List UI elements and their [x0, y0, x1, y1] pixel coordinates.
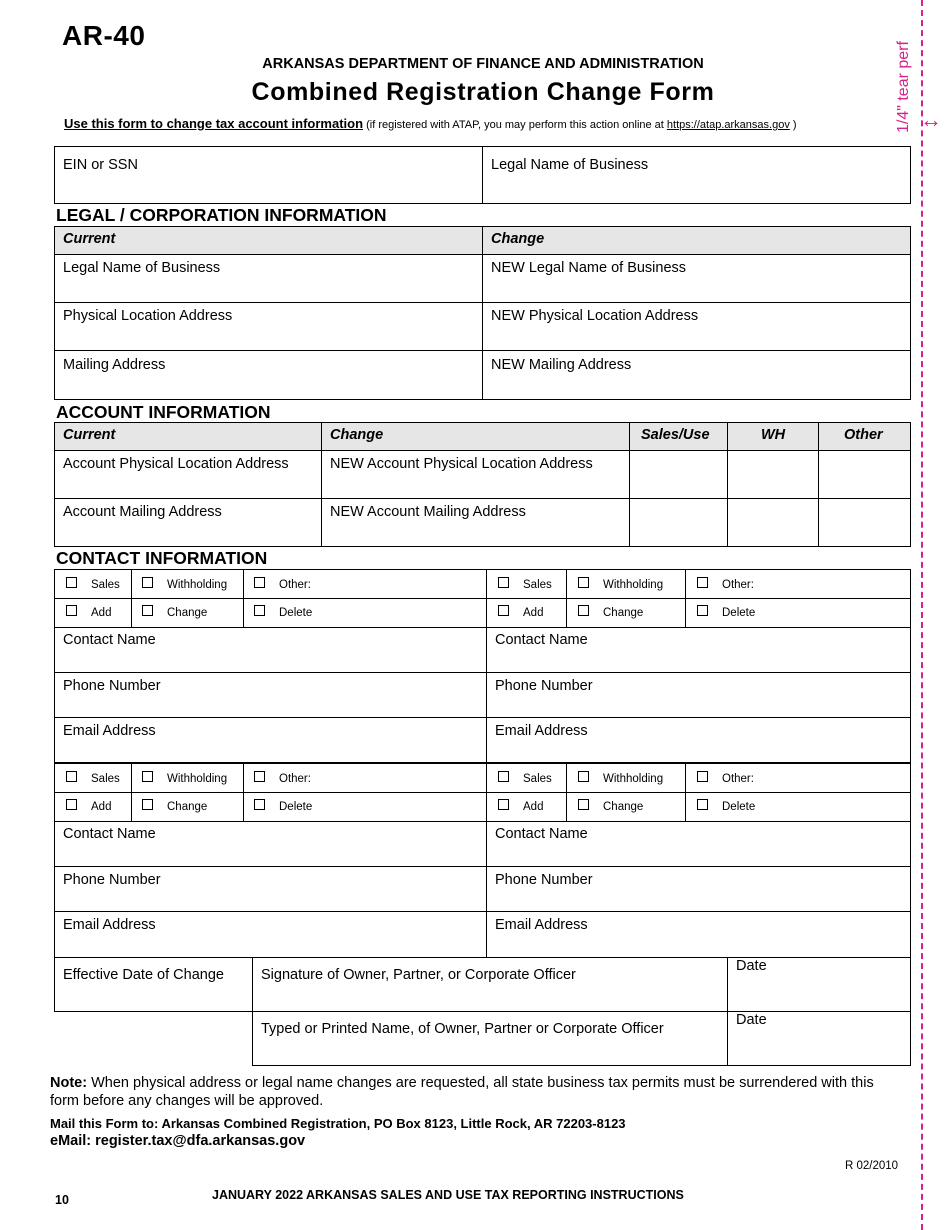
sales-label: Sales	[523, 579, 552, 591]
other-label: Other:	[722, 579, 754, 591]
instruction-bold: Use this form to change tax account information	[64, 116, 364, 131]
sales-label: Sales	[91, 773, 120, 785]
account-row-label: NEW Account Mailing Address	[330, 504, 526, 520]
email-address-label: Email Address	[63, 723, 156, 739]
other-label: Other:	[722, 773, 754, 785]
account-physical-sales-cell[interactable]	[629, 450, 728, 499]
sales-checkbox[interactable]	[66, 771, 77, 782]
sales-label: Sales	[523, 773, 552, 785]
instruction-end: )	[789, 119, 797, 131]
change-checkbox[interactable]	[578, 605, 589, 616]
delete-checkbox[interactable]	[697, 605, 708, 616]
atap-link[interactable]: https://atap.arkansas.gov	[666, 119, 790, 131]
change-label: Change	[167, 607, 208, 619]
account-col-sales: Sales/Use	[641, 427, 710, 443]
change-checkbox[interactable]	[578, 799, 589, 810]
account-section-title: ACCOUNT INFORMATION	[56, 402, 271, 422]
add-label: Add	[523, 801, 544, 813]
add-checkbox[interactable]	[66, 605, 77, 616]
change-label: Change	[167, 801, 208, 813]
effective-date-field[interactable]	[54, 957, 253, 1012]
change-label: Change	[603, 607, 644, 619]
sales-checkbox[interactable]	[498, 771, 509, 782]
department-name: ARKANSAS DEPARTMENT OF FINANCE AND ADMINISTRATION	[262, 56, 704, 72]
sales-checkbox[interactable]	[66, 577, 77, 588]
note-text: When physical address or legal name changes are requested, all state business tax permits must be surrendered with this form before any changes will be approved.	[50, 1075, 874, 1109]
withholding-label: Withholding	[167, 773, 228, 785]
email-line: eMail: register.tax@dfa.arkansas.gov	[50, 1133, 306, 1149]
withholding-label: Withholding	[167, 579, 228, 591]
delete-label: Delete	[722, 801, 756, 813]
legal-col-change: Change	[491, 231, 545, 247]
account-col-change: Change	[330, 427, 384, 443]
delete-checkbox[interactable]	[254, 799, 265, 810]
email-address-label: Email Address	[63, 917, 156, 933]
cb-cell	[685, 792, 911, 822]
mail-address-line: Mail this Form to: Arkansas Combined Registration, PO Box 8123, Little Rock, AR 72203-8123	[50, 1116, 626, 1131]
signature-label: Signature of Owner, Partner, or Corporate Officer	[261, 967, 576, 983]
sales-label: Sales	[91, 579, 120, 591]
change-checkbox[interactable]	[142, 605, 153, 616]
form-title: Combined Registration Change Form	[251, 78, 715, 106]
date-label: Date	[736, 1012, 767, 1028]
sales-checkbox[interactable]	[498, 577, 509, 588]
legal-row-label: Physical Location Address	[63, 308, 233, 324]
email-address-label: Email Address	[495, 917, 588, 933]
other-checkbox[interactable]	[697, 577, 708, 588]
account-physical-wh-cell[interactable]	[727, 450, 819, 499]
legal-header-change	[482, 226, 911, 255]
contact-name-label: Contact Name	[495, 826, 588, 842]
other-checkbox[interactable]	[697, 771, 708, 782]
legal-section-title: LEGAL / CORPORATION INFORMATION	[56, 205, 387, 225]
legal-row-label: Mailing Address	[63, 357, 166, 373]
legal-header-current	[54, 226, 483, 255]
form-number: AR-40	[62, 20, 146, 51]
add-label: Add	[91, 607, 112, 619]
add-label: Add	[523, 607, 544, 619]
tear-arrow-icon: ↔	[920, 107, 942, 132]
effective-date-label: Effective Date of Change	[63, 967, 224, 983]
account-col-wh: WH	[761, 427, 786, 443]
legal-name-label: Legal Name of Business	[491, 157, 649, 173]
withholding-checkbox[interactable]	[578, 577, 589, 588]
account-row-label: Account Mailing Address	[63, 504, 222, 520]
contact-name-label: Contact Name	[63, 826, 156, 842]
legal-row-label: NEW Physical Location Address	[491, 308, 699, 324]
legal-row-label: NEW Mailing Address	[491, 357, 632, 373]
other-checkbox[interactable]	[254, 771, 265, 782]
add-label: Add	[91, 801, 112, 813]
ein-field[interactable]	[54, 146, 483, 204]
other-checkbox[interactable]	[254, 577, 265, 588]
add-checkbox[interactable]	[498, 799, 509, 810]
delete-label: Delete	[722, 607, 756, 619]
delete-checkbox[interactable]	[697, 799, 708, 810]
cb-cell	[685, 569, 911, 599]
tear-perf-label: 1/4" tear perf	[895, 41, 912, 133]
change-checkbox[interactable]	[142, 799, 153, 810]
withholding-label: Withholding	[603, 773, 664, 785]
legal-name-field[interactable]	[482, 146, 911, 204]
withholding-checkbox[interactable]	[142, 771, 153, 782]
add-checkbox[interactable]	[498, 605, 509, 616]
legal-col-current: Current	[63, 231, 116, 247]
account-mailing-sales-cell[interactable]	[629, 498, 728, 547]
withholding-checkbox[interactable]	[142, 577, 153, 588]
note-paragraph	[50, 1074, 890, 1110]
account-row-label: Account Physical Location Address	[63, 456, 289, 472]
date-label: Date	[736, 958, 767, 974]
phone-number-label: Phone Number	[63, 872, 161, 888]
page-number: 10	[55, 1193, 69, 1207]
legal-row-label: Legal Name of Business	[63, 260, 221, 276]
account-physical-other-cell[interactable]	[818, 450, 911, 499]
add-checkbox[interactable]	[66, 799, 77, 810]
instruction-line	[64, 116, 797, 131]
other-label: Other:	[279, 579, 311, 591]
contact-name-label: Contact Name	[495, 632, 588, 648]
legal-row-label: NEW Legal Name of Business	[491, 260, 687, 276]
account-row-label: NEW Account Physical Location Address	[330, 456, 593, 472]
contact-section-title: CONTACT INFORMATION	[56, 548, 268, 568]
publication-footer: JANUARY 2022 ARKANSAS SALES AND USE TAX REPORTING INSTRUCTIONS	[212, 1188, 684, 1202]
delete-label: Delete	[279, 801, 313, 813]
delete-checkbox[interactable]	[254, 605, 265, 616]
typed-name-field[interactable]	[252, 1011, 728, 1066]
cb-cell	[685, 763, 911, 793]
account-col-current: Current	[63, 427, 116, 443]
tear-perforation-line	[921, 0, 923, 1230]
phone-number-label: Phone Number	[495, 678, 593, 694]
ein-label: EIN or SSN	[63, 157, 138, 173]
account-mailing-other-cell[interactable]	[818, 498, 911, 547]
other-label: Other:	[279, 773, 311, 785]
signature-field[interactable]	[252, 957, 728, 1012]
delete-label: Delete	[279, 607, 313, 619]
revision-date: R 02/2010	[845, 1160, 899, 1172]
change-label: Change	[603, 801, 644, 813]
contact-name-label: Contact Name	[63, 632, 156, 648]
account-mailing-wh-cell[interactable]	[727, 498, 819, 547]
account-col-other: Other	[844, 427, 883, 443]
phone-number-label: Phone Number	[63, 678, 161, 694]
phone-number-label: Phone Number	[495, 872, 593, 888]
note-bold: Note:	[50, 1075, 88, 1091]
instruction-text: (if registered with ATAP, you may perform this action online at	[363, 119, 667, 131]
cb-cell	[685, 598, 911, 628]
typed-name-label: Typed or Printed Name, of Owner, Partner or Corporate Officer	[261, 1021, 664, 1037]
email-address-label: Email Address	[495, 723, 588, 739]
withholding-checkbox[interactable]	[578, 771, 589, 782]
withholding-label: Withholding	[603, 579, 664, 591]
